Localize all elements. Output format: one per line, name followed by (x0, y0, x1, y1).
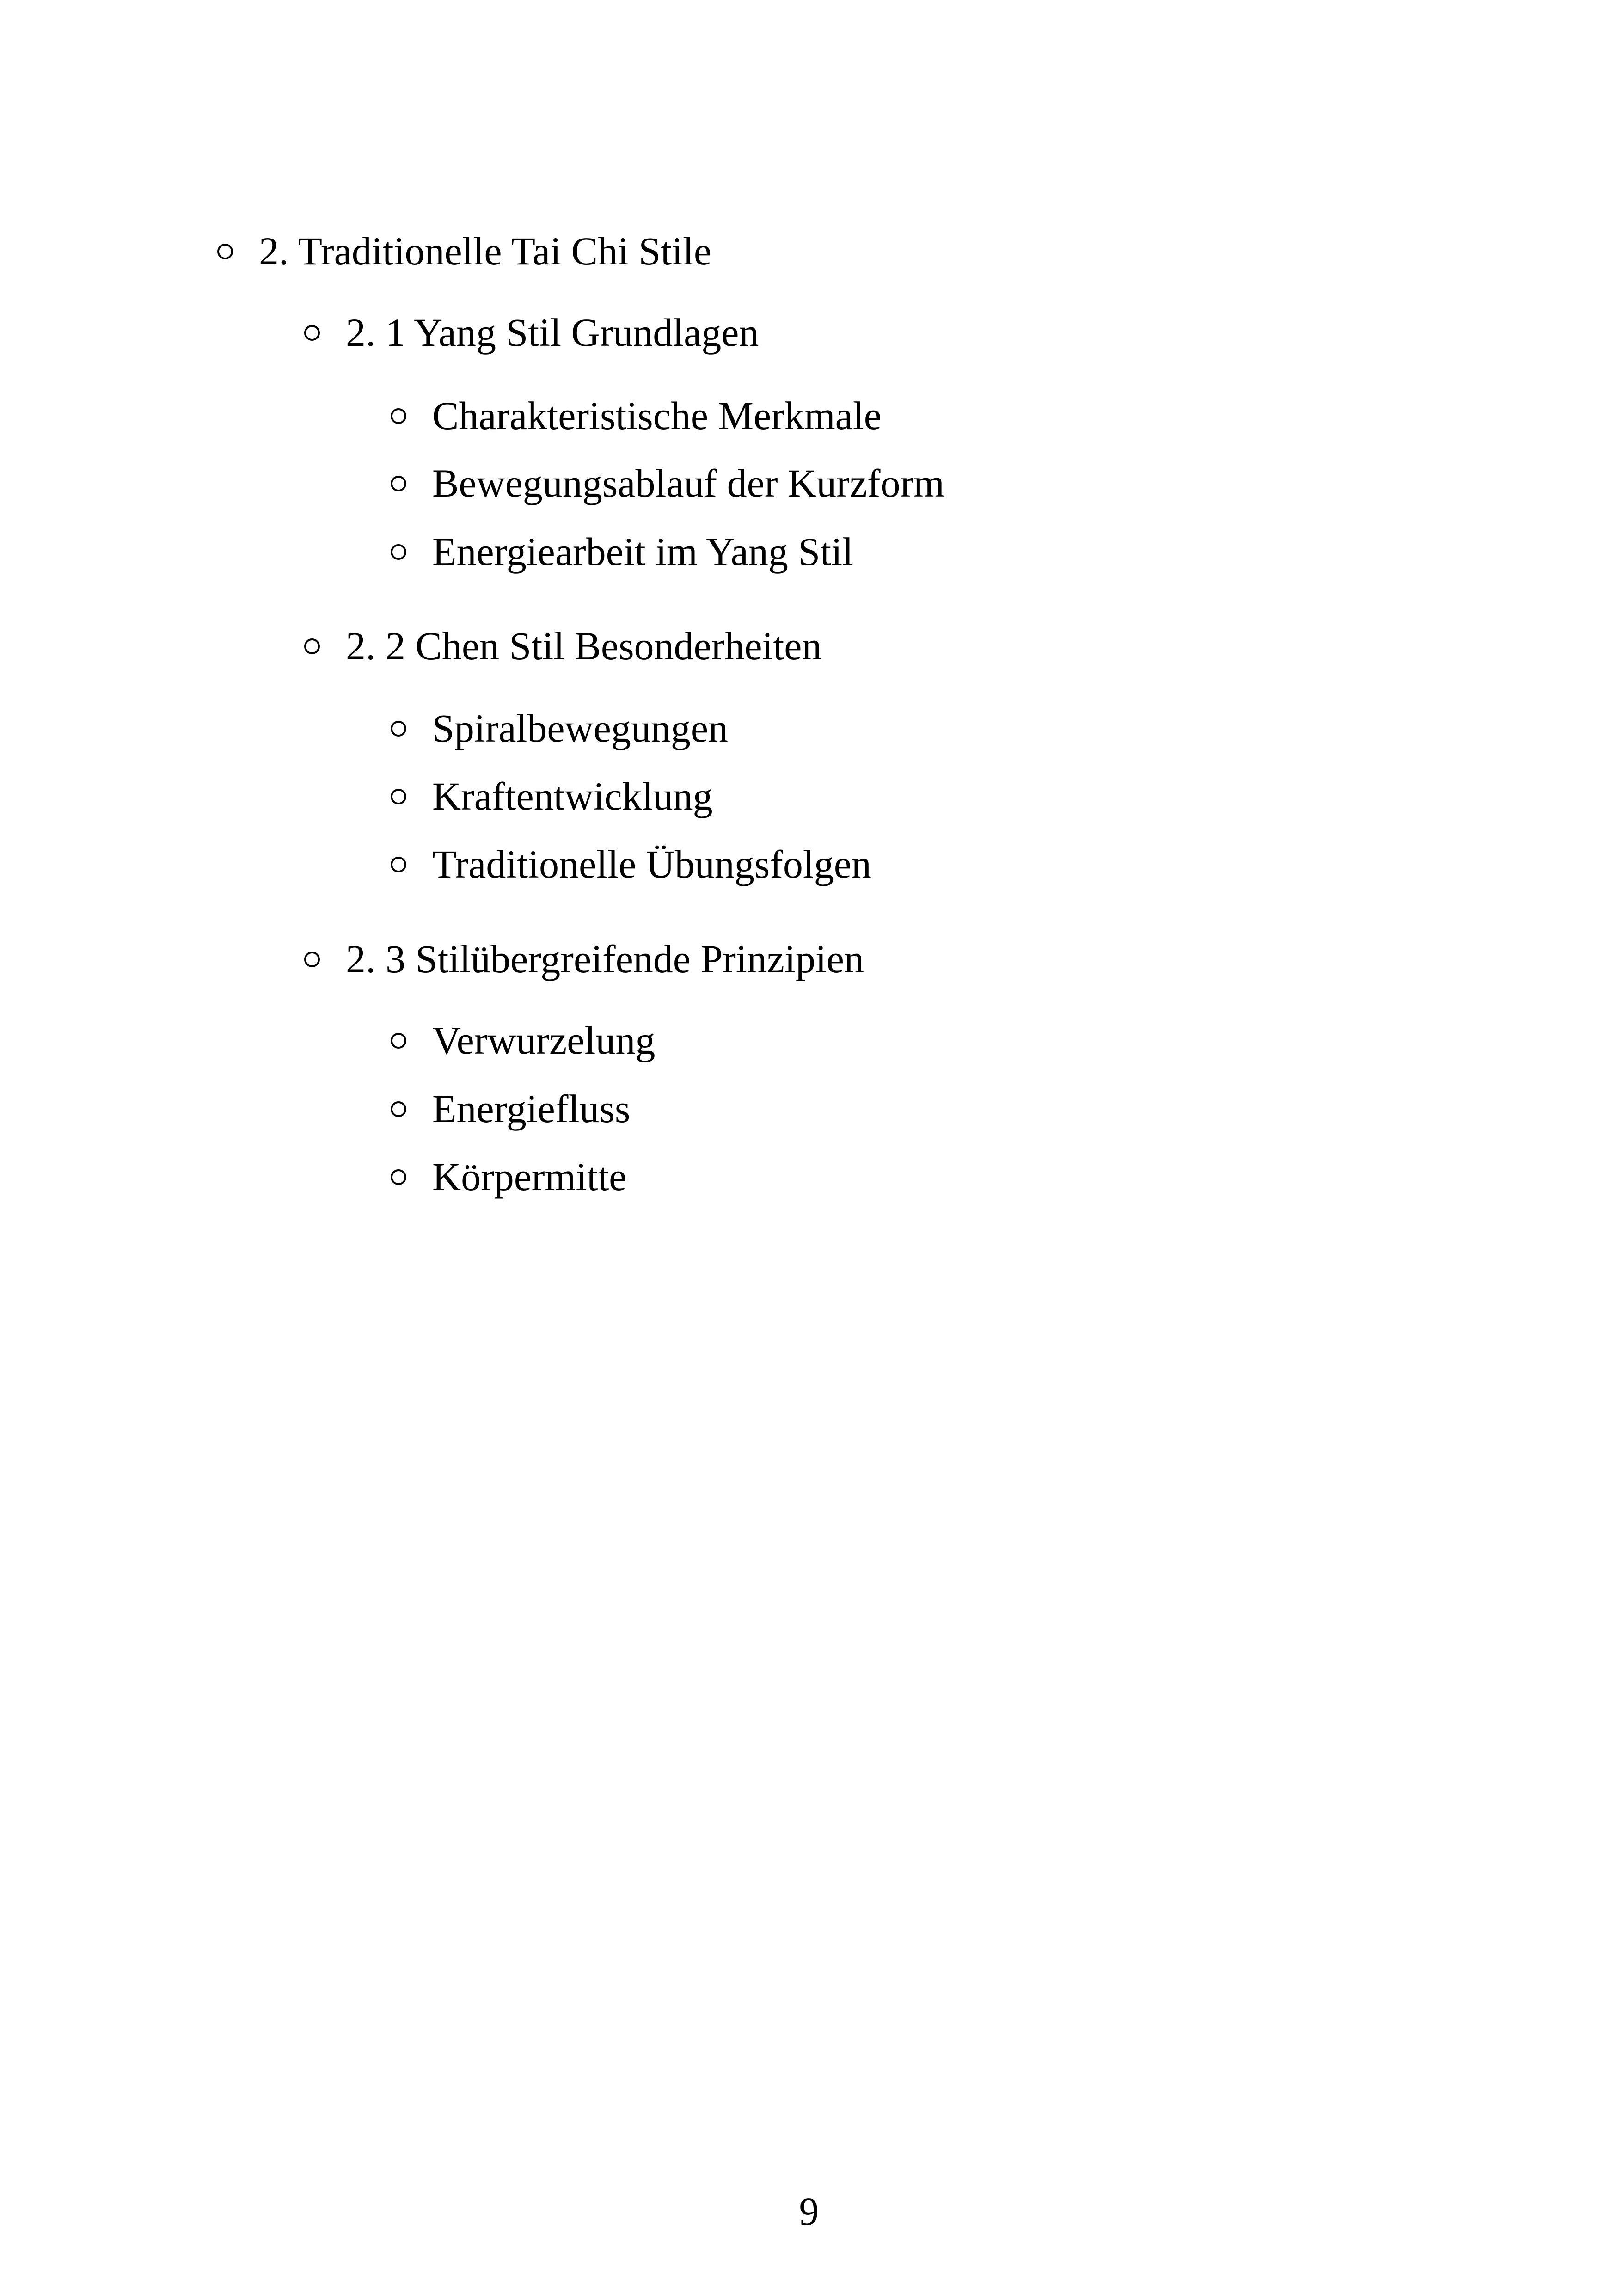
outline-item-label: Spiralbewegungen (432, 706, 729, 750)
outline-item-label: Bewegungsablauf der Kurzform (432, 461, 945, 505)
hollow-bullet-icon (304, 638, 320, 654)
hollow-bullet-icon (391, 721, 406, 737)
outline-item-entry (391, 529, 853, 574)
outline-item-entry (391, 708, 728, 748)
outline-item-label: 2. 1 Yang Stil Grundlagen (346, 310, 759, 355)
outline-item-subsection-2-2 (304, 626, 821, 666)
hollow-bullet-icon (304, 325, 320, 341)
outline-item-label: Energiearbeit im Yang Stil (432, 529, 853, 574)
hollow-bullet-icon (391, 1101, 406, 1117)
outline-item-entry (391, 776, 713, 816)
outline-item-label: 2. Traditionelle Tai Chi Stile (259, 229, 712, 273)
outline-item-label: Energiefluss (432, 1087, 631, 1131)
outline-item-subsection-2-1 (304, 310, 759, 355)
outline-item-label: Körpermitte (432, 1154, 627, 1199)
outline-item-entry (391, 1020, 655, 1060)
hollow-bullet-icon (304, 952, 320, 967)
outline-item-label: 2. 2 Chen Stil Besonderheiten (346, 624, 822, 668)
outline-item-label: Verwurzelung (432, 1018, 656, 1062)
outline-item-label: Charakteristische Merkmale (432, 393, 882, 438)
outline-item-entry (391, 844, 871, 884)
outline-item-entry (391, 1089, 630, 1129)
outline-item-label: Kraftentwicklung (432, 774, 713, 818)
hollow-bullet-icon (391, 789, 406, 804)
hollow-bullet-icon (391, 1169, 406, 1185)
hollow-bullet-icon (391, 544, 406, 560)
outline-item-entry (391, 1154, 627, 1199)
outline-item-entry (391, 463, 944, 503)
outline-item-subsection-2-3 (304, 939, 864, 979)
hollow-bullet-icon (391, 408, 406, 424)
hollow-bullet-icon (391, 1033, 406, 1049)
outline-item-label: Traditionelle Übungsfolgen (432, 842, 871, 886)
outline-item-label: 2. 3 Stilübergreifende Prinzipien (346, 937, 864, 981)
hollow-bullet-icon (391, 857, 406, 872)
hollow-bullet-icon (391, 476, 406, 491)
page-number: 9 (799, 2189, 819, 2234)
outline-item-entry (391, 393, 882, 438)
outline-item-section-2 (217, 231, 711, 271)
hollow-bullet-icon (217, 244, 233, 259)
